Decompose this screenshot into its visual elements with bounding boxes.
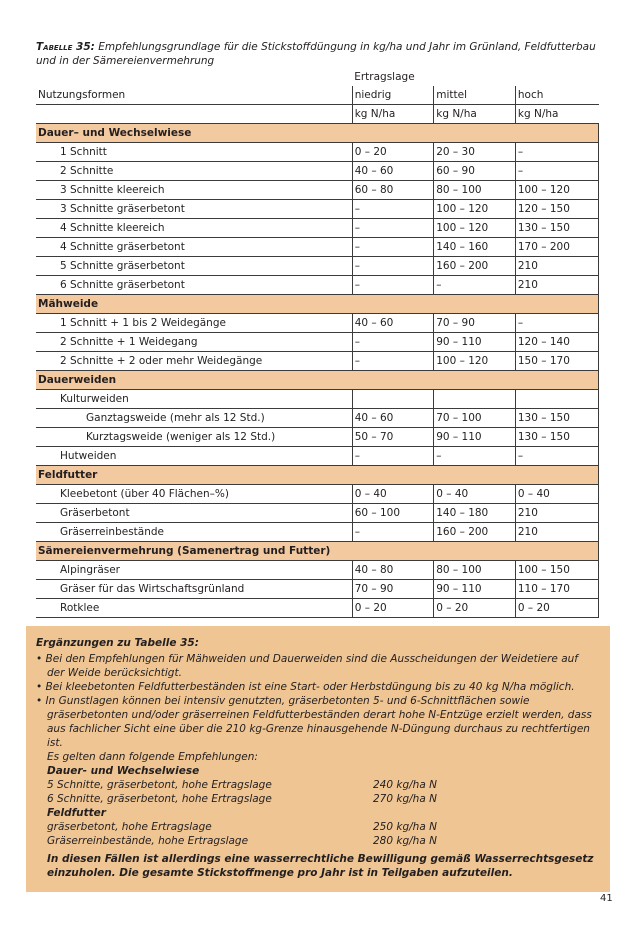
table-row xyxy=(36,143,599,162)
value-mittel: – xyxy=(434,447,516,466)
note-bullet-1: • Bei den Empfehlungen für Mähweiden und Dauerweiden sind die Ausscheidungen der Weidetiere auf der Weide berücksichtigt. xyxy=(36,653,578,679)
row-name: Hutweiden xyxy=(36,447,352,466)
value-mittel: – xyxy=(434,276,516,295)
header-row-group xyxy=(36,68,599,86)
value-mittel: 100 – 120 xyxy=(434,352,516,371)
value-mittel: 90 – 110 xyxy=(434,580,516,599)
row-name: 6 Schnitte gräserbetont xyxy=(36,276,352,295)
table-row xyxy=(36,257,599,276)
row-name: 3 Schnitte gräserbetont xyxy=(36,200,352,219)
row-name: Alpingräser xyxy=(36,561,352,580)
row-name: Rotklee xyxy=(36,599,352,618)
category-title: Dauerweiden xyxy=(36,371,599,390)
row-name: 2 Schnitte + 1 Weidegang xyxy=(36,333,352,352)
note-row-label: 6 Schnitte, gräserbetont, hohe Ertragslage xyxy=(47,793,272,805)
table-row xyxy=(36,447,599,466)
row-name: 2 Schnitte + 2 oder mehr Weidegänge xyxy=(36,352,352,371)
category-row xyxy=(36,295,599,314)
note-row xyxy=(36,778,598,792)
note-row xyxy=(36,792,598,806)
table-row xyxy=(36,504,599,523)
notes-box xyxy=(26,626,610,892)
value-mittel: 60 – 90 xyxy=(434,162,516,181)
value-niedrig: 0 – 20 xyxy=(352,143,434,162)
value-mittel: 0 – 40 xyxy=(434,485,516,504)
header-niedrig: niedrig xyxy=(352,86,434,105)
value-mittel: 0 – 20 xyxy=(434,599,516,618)
value-niedrig: – xyxy=(352,238,434,257)
note-row-value: 270 kg/ha N xyxy=(373,793,437,805)
value-hoch: 210 xyxy=(515,523,598,542)
value-niedrig: 60 – 80 xyxy=(352,181,434,200)
table-row xyxy=(36,599,599,618)
value-niedrig: – xyxy=(352,276,434,295)
value-mittel: 140 – 160 xyxy=(434,238,516,257)
row-name: Kulturweiden xyxy=(36,390,352,409)
value-niedrig: 50 – 70 xyxy=(352,428,434,447)
value-hoch xyxy=(515,390,598,409)
row-name: Ganztagsweide (mehr als 12 Std.) xyxy=(36,409,352,428)
table-row xyxy=(36,200,599,219)
value-niedrig: 60 – 100 xyxy=(352,504,434,523)
note-group-dauerwiese: Dauer- und Wechselwiese xyxy=(47,765,200,777)
value-hoch: 210 xyxy=(515,257,598,276)
value-mittel: 90 – 110 xyxy=(434,428,516,447)
value-hoch: – xyxy=(515,314,598,333)
row-name: 3 Schnitte kleereich xyxy=(36,181,352,200)
header-row-units xyxy=(36,105,599,124)
row-name: Gräserreinbestände xyxy=(36,523,352,542)
caption-label: Tabelle 35: xyxy=(36,41,95,53)
category-title: Sämereienvermehrung (Samenertrag und Futter) xyxy=(36,542,599,561)
fertilizer-table xyxy=(36,68,599,618)
category-row xyxy=(36,542,599,561)
value-mittel: 90 – 110 xyxy=(434,333,516,352)
row-name: Kurztagsweide (weniger als 12 Std.) xyxy=(36,428,352,447)
row-name: 4 Schnitte kleereich xyxy=(36,219,352,238)
value-hoch: – xyxy=(515,447,598,466)
page-number: 41 xyxy=(600,893,613,904)
table-row xyxy=(36,314,599,333)
value-niedrig: 70 – 90 xyxy=(352,580,434,599)
value-mittel: 20 – 30 xyxy=(434,143,516,162)
unit-niedrig: kg N/ha xyxy=(352,105,434,124)
note-row xyxy=(36,820,598,834)
header-nutzungsformen: Nutzungsformen xyxy=(36,86,352,105)
value-hoch: 110 – 170 xyxy=(515,580,598,599)
value-hoch: 170 – 200 xyxy=(515,238,598,257)
value-hoch: 130 – 150 xyxy=(515,219,598,238)
table-row xyxy=(36,409,599,428)
category-title: Dauer– und Wechselwiese xyxy=(36,124,599,143)
table-row xyxy=(36,219,599,238)
row-name: 5 Schnitte gräserbetont xyxy=(36,257,352,276)
table-row xyxy=(36,523,599,542)
value-mittel xyxy=(434,390,516,409)
header-mittel: mittel xyxy=(434,86,516,105)
value-niedrig: – xyxy=(352,352,434,371)
unit-hoch: kg N/ha xyxy=(515,105,598,124)
note-row-label: 5 Schnitte, gräserbetont, hohe Ertragslage xyxy=(47,779,272,791)
value-niedrig: – xyxy=(352,447,434,466)
value-niedrig: – xyxy=(352,257,434,276)
value-niedrig: 0 – 20 xyxy=(352,599,434,618)
category-title: Feldfutter xyxy=(36,466,599,485)
value-hoch: – xyxy=(515,162,598,181)
row-name: Gräserbetont xyxy=(36,504,352,523)
row-name: 1 Schnitt + 1 bis 2 Weidegänge xyxy=(36,314,352,333)
value-mittel: 70 – 90 xyxy=(434,314,516,333)
header-row-columns xyxy=(36,86,599,105)
header-ertragslage: Ertragslage xyxy=(354,71,415,83)
value-hoch: 100 – 120 xyxy=(515,181,598,200)
value-niedrig xyxy=(352,390,434,409)
value-mittel: 140 – 180 xyxy=(434,504,516,523)
table-row xyxy=(36,485,599,504)
row-name: Kleebetont (über 40 Flächen–%) xyxy=(36,485,352,504)
note-row-value: 250 kg/ha N xyxy=(373,821,437,833)
value-hoch: 130 – 150 xyxy=(515,409,598,428)
value-mittel: 160 – 200 xyxy=(434,257,516,276)
value-niedrig: 40 – 60 xyxy=(352,409,434,428)
value-hoch: 210 xyxy=(515,276,598,295)
note-bullet-2: • Bei kleebetonten Feldfutterbeständen ist eine Start- oder Herbstdüngung bis zu 40 kg N/ha möglich. xyxy=(36,681,575,693)
value-niedrig: – xyxy=(352,219,434,238)
note-row-value: 240 kg/ha N xyxy=(373,779,437,791)
value-hoch: 150 – 170 xyxy=(515,352,598,371)
value-hoch: 130 – 150 xyxy=(515,428,598,447)
table-row xyxy=(36,276,599,295)
note-row xyxy=(36,834,598,848)
value-mittel: 80 – 100 xyxy=(434,561,516,580)
value-hoch: – xyxy=(515,143,598,162)
row-name: Gräser für das Wirtschaftsgrünland xyxy=(36,580,352,599)
table-row xyxy=(36,352,599,371)
table-row xyxy=(36,333,599,352)
table-row xyxy=(36,390,599,409)
value-hoch: 0 – 20 xyxy=(515,599,598,618)
row-name: 2 Schnitte xyxy=(36,162,352,181)
value-niedrig: 40 – 60 xyxy=(352,314,434,333)
value-hoch: 120 – 150 xyxy=(515,200,598,219)
category-row xyxy=(36,124,599,143)
value-mittel: 100 – 120 xyxy=(434,219,516,238)
value-hoch: 120 – 140 xyxy=(515,333,598,352)
value-niedrig: – xyxy=(352,200,434,219)
unit-mittel: kg N/ha xyxy=(434,105,516,124)
note-row-value: 280 kg/ha N xyxy=(373,835,437,847)
value-niedrig: – xyxy=(352,523,434,542)
table-row xyxy=(36,428,599,447)
row-name: 4 Schnitte gräserbetont xyxy=(36,238,352,257)
header-hoch: hoch xyxy=(515,86,598,105)
note-final: In diesen Fällen ist allerdings eine wasserrechtliche Bewilligung gemäß Wasserrechtsgesetz einzuholen. Die gesamte Stickstoffmenge pro Jahr ist in Teilgaben aufzuteilen. xyxy=(47,853,594,879)
note-intro: Es gelten dann folgende Empfehlungen: xyxy=(47,751,258,763)
table-row xyxy=(36,238,599,257)
value-mittel: 80 – 100 xyxy=(434,181,516,200)
table-row xyxy=(36,181,599,200)
notes-title: Ergänzungen zu Tabelle 35: xyxy=(36,637,199,649)
table-row xyxy=(36,580,599,599)
category-title: Mähweide xyxy=(36,295,599,314)
value-niedrig: 40 – 80 xyxy=(352,561,434,580)
value-hoch: 100 – 150 xyxy=(515,561,598,580)
value-niedrig: 0 – 40 xyxy=(352,485,434,504)
value-niedrig: 40 – 60 xyxy=(352,162,434,181)
value-niedrig: – xyxy=(352,333,434,352)
note-row-label: Gräserreinbestände, hohe Ertragslage xyxy=(47,835,249,847)
caption-text: Empfehlungsgrundlage für die Stickstoffdüngung in kg/ha und Jahr im Grünland, Feldfutterbau und in der Sämereienvermehrung xyxy=(36,41,596,67)
row-name: 1 Schnitt xyxy=(36,143,352,162)
category-row xyxy=(36,466,599,485)
value-mittel: 160 – 200 xyxy=(434,523,516,542)
value-mittel: 70 – 100 xyxy=(434,409,516,428)
note-bullet-3: • In Gunstlagen können bei intensiv genutzten, gräserbetonten 5- und 6-Schnittflächen sowie gräserbetonten und/oder gräserreinen Feldfutterbeständen derart hohe N-Entzüge erzielt werden, dass aus fachlicher Sicht eine über die 210 kg-Grenze hinausgehende N-Düngung durchaus zu rechtfertigen ist. xyxy=(36,695,592,749)
value-mittel: 100 – 120 xyxy=(434,200,516,219)
value-hoch: 0 – 40 xyxy=(515,485,598,504)
note-group-feldfutter: Feldfutter xyxy=(47,807,106,819)
table-row xyxy=(36,162,599,181)
value-hoch: 210 xyxy=(515,504,598,523)
category-row xyxy=(36,371,599,390)
table-caption xyxy=(36,40,606,68)
note-row-label: gräserbetont, hohe Ertragslage xyxy=(47,821,212,833)
table-row xyxy=(36,561,599,580)
